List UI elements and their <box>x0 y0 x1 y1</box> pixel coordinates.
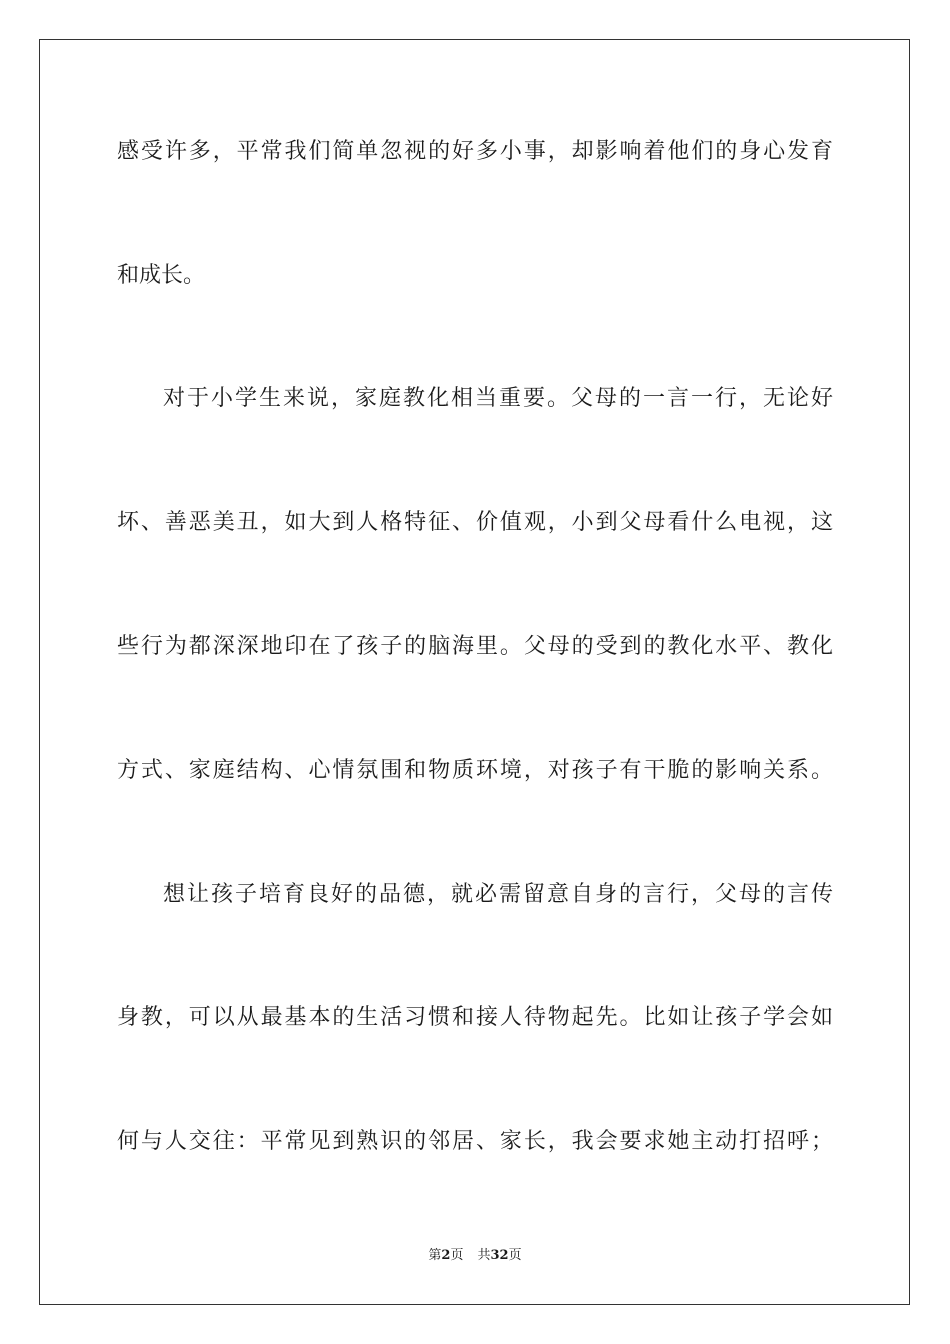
text-line-2: 和成长。 <box>117 263 206 288</box>
text-line-5: 些行为都深深地印在了孩子的脑海里。父母的受到的教化水平、教化 <box>117 634 833 659</box>
page-number: 2 <box>441 1248 451 1263</box>
text-line-1: 感受许多，平常我们简单忽视的好多小事，却影响着他们的身心发育 <box>117 139 833 164</box>
text-line-3: 对于小学生来说，家庭教化相当重要。父母的一言一行，无论好 <box>163 386 833 411</box>
text-line-4: 坏、善恶美丑，如大到人格特征、价值观，小到父母看什么电视，这 <box>117 510 833 535</box>
total-pages: 32 <box>490 1248 509 1263</box>
total-prefix: 共 <box>477 1248 491 1263</box>
page-footer <box>0 1247 950 1265</box>
page-suffix: 页 <box>450 1248 464 1263</box>
page-prefix: 第 <box>428 1248 442 1263</box>
total-suffix: 页 <box>508 1248 522 1263</box>
page-border <box>39 39 910 1305</box>
text-line-7: 想让孩子培育良好的品德，就必需留意自身的言行，父母的言传 <box>163 882 833 907</box>
text-line-6: 方式、家庭结构、心情氛围和物质环境，对孩子有干脆的影响关系。 <box>117 758 833 783</box>
text-line-9: 何与人交往：平常见到熟识的邻居、家长，我会要求她主动打招呼； <box>117 1129 833 1154</box>
text-line-8: 身教，可以从最基本的生活习惯和接人待物起先。比如让孩子学会如 <box>117 1005 833 1030</box>
